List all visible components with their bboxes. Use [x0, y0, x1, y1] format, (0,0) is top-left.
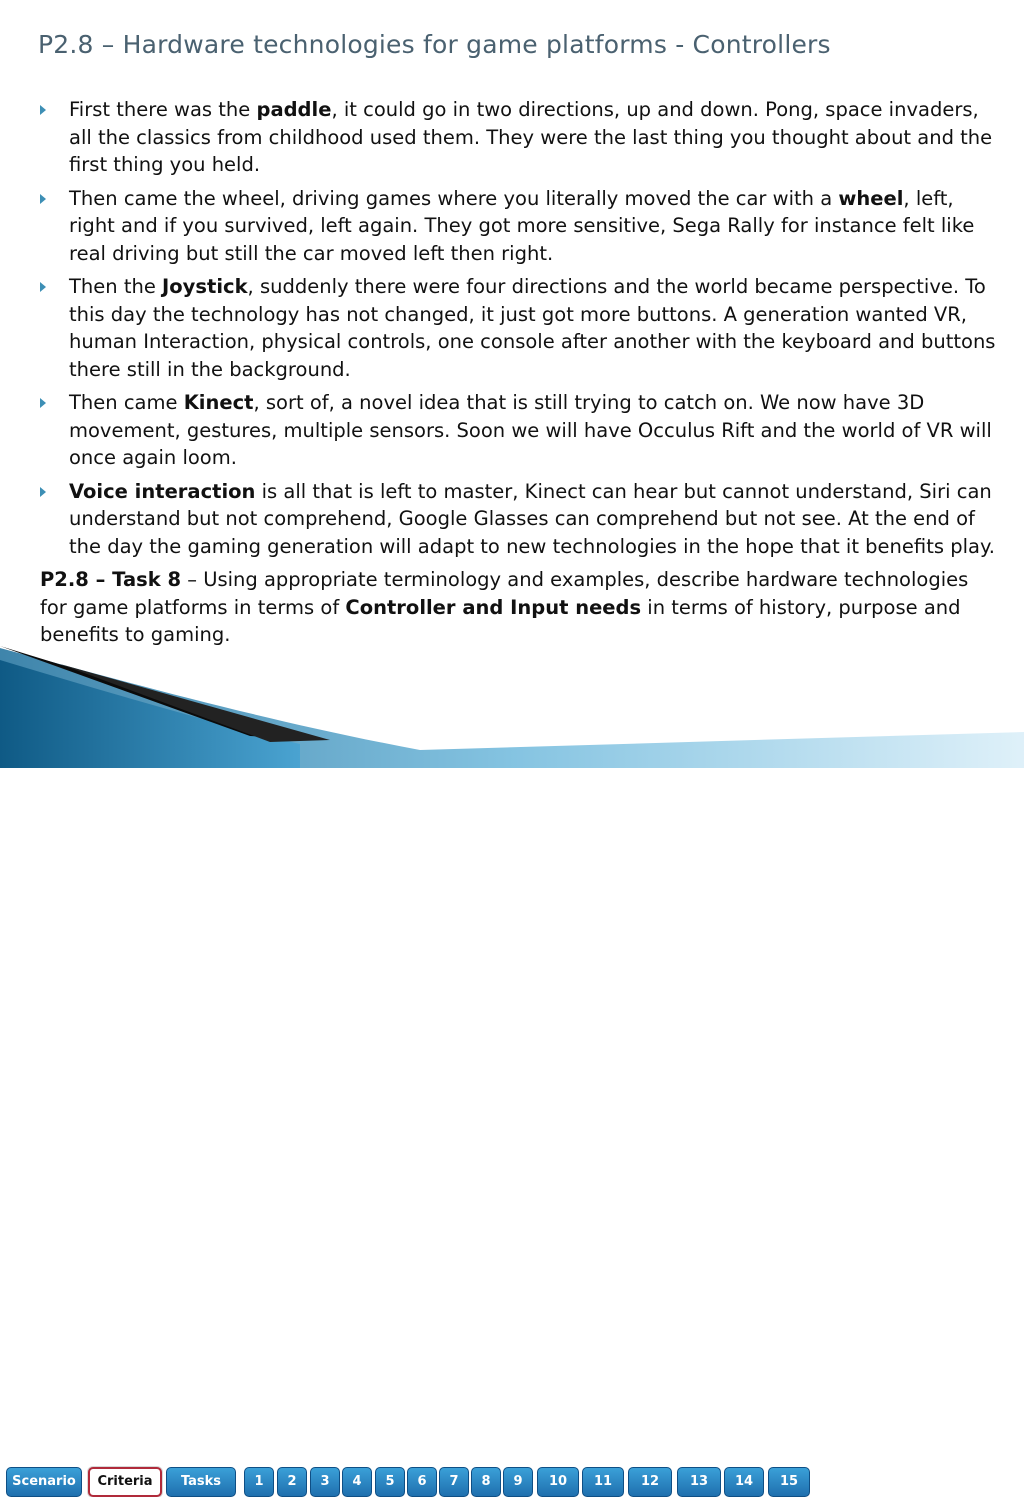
nav-page-11-button[interactable]: 11 [582, 1467, 624, 1497]
bullet-text: , it could go in two directions, up and down. Pong, space invaders, all the classics from childhood used them. They were the last thing you thought about and the first thing you held. [69, 98, 993, 176]
bullet-voice [40, 478, 1000, 561]
bullet-text: , left, right and if you survived, left again. They got more sensitive, Sega Rally for instance felt like real driving but still the car moved left then right. [69, 186, 975, 265]
bullet-text: , sort of, a novel idea that is still trying to catch on. We now have 3D movement, gestures, multiple sensors. Soon we will have Occulus Rift and the world of VR will once again loom. [69, 391, 992, 469]
nav-page-10-button[interactable]: 10 [537, 1467, 579, 1497]
nav-page-6-button[interactable]: 6 [407, 1467, 437, 1497]
nav-page-7-button[interactable]: 7 [439, 1467, 469, 1497]
bullet-text: , suddenly there were four directions and the world became perspective. To this day the technology has not changed, it just got more buttons. A generation wanted VR, human Interaction, physical controls, one console after another with the keyboard and buttons there still in the background. [69, 275, 996, 381]
task-keyword: Controller and Input needs [345, 595, 642, 619]
task-label: P2.8 – Task 8 [40, 568, 182, 591]
nav-page-8-button[interactable]: 8 [471, 1467, 501, 1497]
nav-page-1-button[interactable]: 1 [244, 1467, 274, 1497]
bullet-arrow-icon [40, 487, 46, 497]
bullet-wheel [40, 185, 1000, 268]
bullet-text: is all that is left to master, Kinect can hear but cannot understand, Siri can understand but not comprehend, Google Glasses can comprehend but not see. At the end of the day the gaming generation will adapt to new technologies in the hope that it benefits play. [69, 479, 995, 558]
bullet-arrow-icon [40, 398, 46, 408]
bullet-text: Then came [69, 391, 184, 414]
nav-page-13-button[interactable]: 13 [677, 1467, 721, 1497]
bullet-text: Then the [69, 275, 163, 298]
bullet-keyword: paddle [256, 98, 332, 121]
task-text: in terms of history, purpose and benefits to gaming. [40, 595, 961, 646]
bullet-joystick [40, 273, 1000, 383]
bullet-keyword: Joystick [162, 275, 248, 298]
nav-page-2-button[interactable]: 2 [277, 1467, 307, 1497]
nav-page-15-button[interactable]: 15 [768, 1467, 810, 1497]
nav-page-4-button[interactable]: 4 [342, 1467, 372, 1497]
bullet-text: First there was the [69, 98, 257, 121]
nav-tasks-button[interactable]: Tasks [166, 1467, 236, 1497]
bullet-text: Then came the wheel, driving games where you literally moved the car with a [69, 186, 839, 210]
slide-body [40, 96, 1000, 649]
bullet-kinect [40, 389, 1000, 472]
nav-scenario-button[interactable]: Scenario [6, 1467, 82, 1497]
slide-navigation-bar [0, 732, 1024, 1489]
task-text: – Using appropriate terminology and examples, describe hardware technologies for game platforms in terms of [40, 568, 969, 619]
nav-criteria-button[interactable]: Criteria [88, 1467, 162, 1497]
nav-page-14-button[interactable]: 14 [724, 1467, 764, 1497]
bullet-keyword: Kinect [183, 391, 254, 414]
nav-page-9-button[interactable]: 9 [503, 1467, 533, 1497]
bullet-arrow-icon [40, 282, 46, 292]
bullet-arrow-icon [40, 105, 46, 115]
nav-page-12-button[interactable]: 12 [628, 1467, 672, 1497]
bullet-keyword: Voice interaction [69, 479, 256, 503]
nav-page-5-button[interactable]: 5 [375, 1467, 405, 1497]
task-paragraph [40, 566, 1000, 649]
bullet-arrow-icon [40, 194, 46, 204]
bullet-keyword: wheel [838, 186, 904, 210]
bullet-paddle [40, 96, 1000, 179]
nav-page-3-button[interactable]: 3 [310, 1467, 340, 1497]
slide-title: P2.8 – Hardware technologies for game platforms - Controllers [38, 30, 831, 59]
